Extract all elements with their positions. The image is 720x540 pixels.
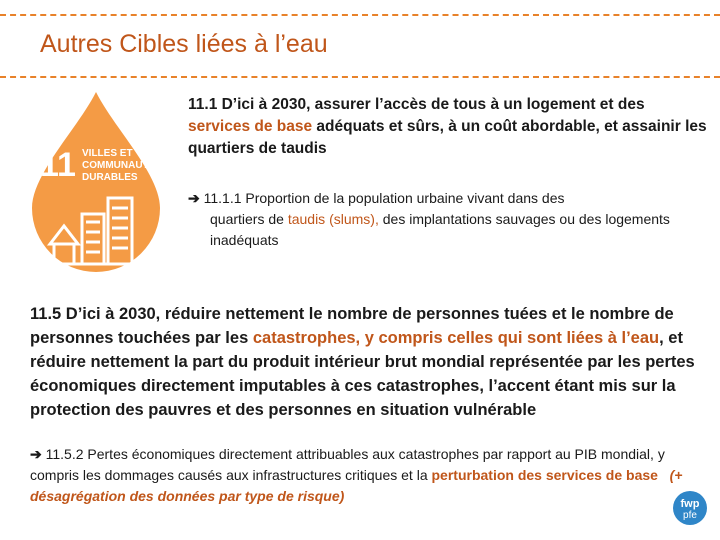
title-divider [0, 76, 720, 78]
target-11-1-text-2: adéquats et sûrs, à un coût abordable, et assainir les quartiers de taudis [188, 118, 707, 157]
indicator-11-1-1 [188, 188, 688, 251]
logo-line1: fwp [680, 498, 700, 510]
target-11-1-highlight: services de base [188, 118, 313, 135]
indicator-11-5-2 [30, 444, 700, 507]
target-11-5-text-2: , et réduire nettement la part du produit intérieur brut mondial représentée par les pertes économiques directement imputables à ces catastrophes, l’accent étant mis sur la protection des pauvres et des personnes en situation vulnérable [30, 329, 695, 419]
target-11-5-text-1: 11.5 D’ici à 2030, réduire nettement le nombre de personnes tuées et le nombre de personnes touchées par les [30, 305, 674, 347]
indicator-11-1-1-text-3: des implantations sauvages ou des logements inadéquats [210, 211, 670, 248]
sdg-number: 11 [40, 146, 76, 184]
arrow-right-icon: ➔ [188, 190, 200, 206]
sdg-label-line2: COMMUNAUTÉS [82, 160, 162, 171]
sdg-11-water-drop-icon [26, 88, 166, 274]
target-11-1 [188, 94, 708, 160]
logo-line2: pfe [683, 510, 697, 521]
indicator-11-5-2-note: (+ désagrégation des données par type de risque) [30, 467, 683, 504]
top-divider [0, 14, 720, 16]
indicator-11-1-1-text-1: 11.1.1 Proportion de la population urbaine vivant dans des [199, 190, 565, 206]
fwp-pfe-logo [672, 488, 712, 528]
indicator-11-1-1-highlight: taudis (slums), [287, 211, 379, 227]
arrow-right-icon: ➔ [30, 446, 42, 462]
indicator-11-5-2-text: 11.5.2 Pertes économiques directement attribuables aux catastrophes par rapport au PIB mondial, y compris les dommages causés aux infrastructures critiques et la [30, 446, 665, 483]
target-11-5-highlight: catastrophes, y compris celles qui sont liées à l’eau [252, 329, 660, 347]
sdg-label-line3: DURABLES [82, 172, 138, 183]
indicator-11-1-1-text-2: quartiers de [210, 211, 288, 227]
page-title: Autres Cibles liées à l’eau [40, 30, 328, 58]
target-11-1-text-1: 11.1 D’ici à 2030, assurer l’accès de tous à un logement et des [188, 96, 645, 113]
target-11-5 [30, 302, 710, 422]
indicator-11-5-2-highlight: perturbation des services de base [431, 467, 658, 483]
sdg-label-line1: VILLES ET [82, 148, 133, 159]
